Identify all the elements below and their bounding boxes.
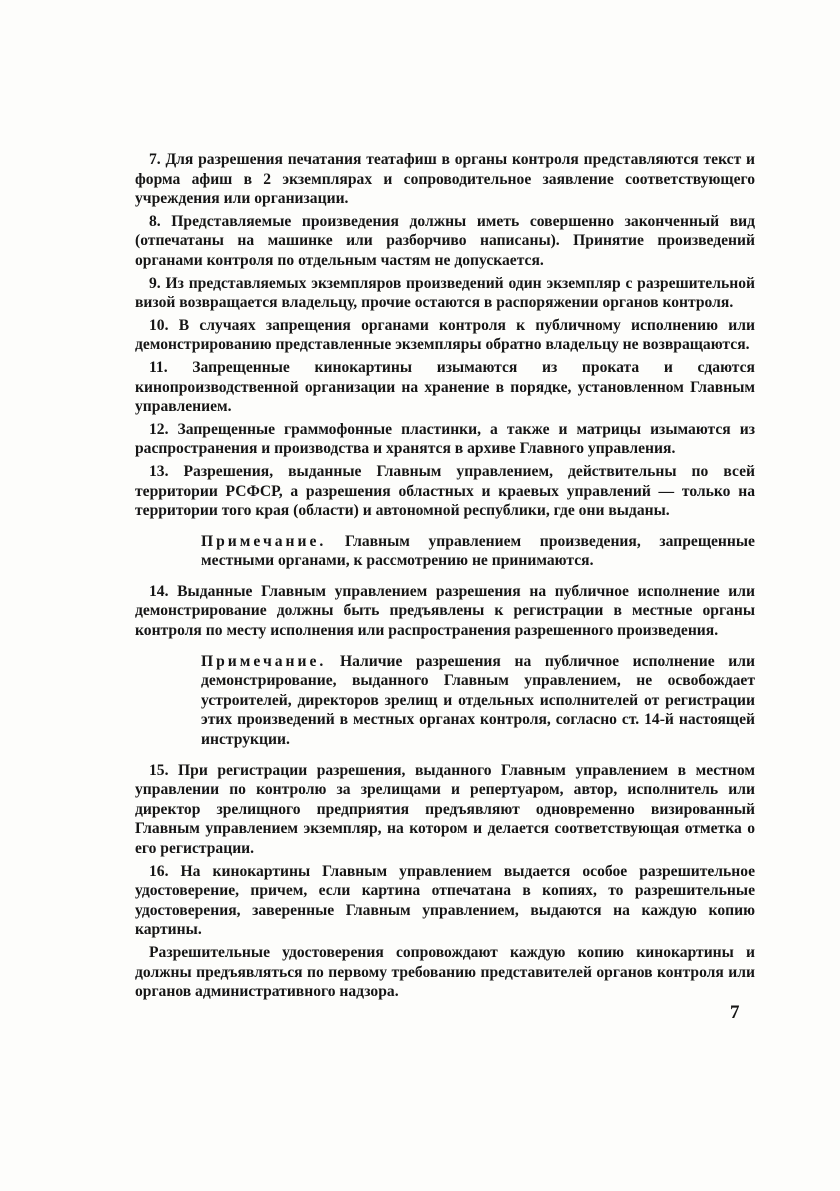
note-1 <box>201 532 755 571</box>
paragraph-10: 10. В случаях запрещения органами контроля к публичному исполнению или демонстрированию представленные экземпляры обратно владельцу не возвращаются. <box>135 316 755 354</box>
note-text: Главным управлением произведения, запрещенные местными органами, к рассмотрению не принимаются. <box>201 532 755 570</box>
paragraph-13: 13. Разрешения, выданные Главным управлением, действительны по всей территории РСФСР, а разрешения областных и краевых управлений — только на территории того края (области) и автономной республики, где они выданы. <box>135 462 755 520</box>
paragraph-12: 12. Запрещенные граммофонные пластинки, а также и матрицы изымаются из распространения и производства и хранятся в архиве Главного управления. <box>135 420 755 458</box>
paragraph-7: 7. Для разрешения печатания театафиш в органы контроля представляются текст и форма афиш в 2 экземплярах и сопроводительное заявление соответствующего учреждения или организации. <box>135 151 755 208</box>
paragraph-15: 15. При регистрации разрешения, выданного Главным управлением в местном управлении по контролю за зрелищами и репертуаром, автор, исполнитель или директор зрелищного предприятия предъявляют одновременно визированный Главным управлением экземпляр, на котором и делается соответствующая отметка о его регистрации. <box>135 761 755 857</box>
note-text: Наличие разрешения на публичное исполнение или демонстрирование, выданного Главным управлением, не освобождает устроителей, директоров зрелищ и отдельных исполнителей от регистрации этих произведений в местных органах контроля, согласно ст. 14-й настоящей инструкции. <box>201 652 755 749</box>
note-label: Примечание. <box>201 532 327 550</box>
paragraph-16: 16. На кинокартины Главным управлением выдается особое разрешительное удостоверение, причем, если картина отпечатана в копиях, то разрешительные удостоверения, заверенные Главным управлением, выдаются на каждую копию картины. <box>135 862 755 939</box>
paragraph-8: 8. Представляемые произведения должны иметь совершенно законченный вид (отпечатаны на машинке или разборчиво написаны). Принятие произведений органами контроля по отдельным частям не допускается. <box>135 212 755 269</box>
paragraph-16-continued: Разрешительные удостоверения сопровождают каждую копию кинокартины и должны предъявляться по первому требованию представителей органов контроля или органов административного надзора. <box>135 943 755 1001</box>
body-text <box>135 150 755 1005</box>
note-label: Примечание. <box>201 652 327 670</box>
paragraph-11: 11. Запрещенные кинокартины изымаются из проката и сдаются кинопроизводственной организации на хранение в порядке, установленном Главным управлением. <box>135 358 755 416</box>
paragraph-14: 14. Выданные Главным управлением разрешения на публичное исполнение или демонстрирование должны быть предъявлены к регистрации в местные органы контроля по месту исполнения или распространения разрешенного произведения. <box>135 582 755 640</box>
note-2 <box>201 652 755 750</box>
page-number: 7 <box>730 1002 740 1023</box>
paragraph-9: 9. Из представляемых экземпляров произведений один экземпляр с разрешительной визой возвращается владельцу, прочие остаются в распоряжении органов контроля. <box>135 274 755 312</box>
